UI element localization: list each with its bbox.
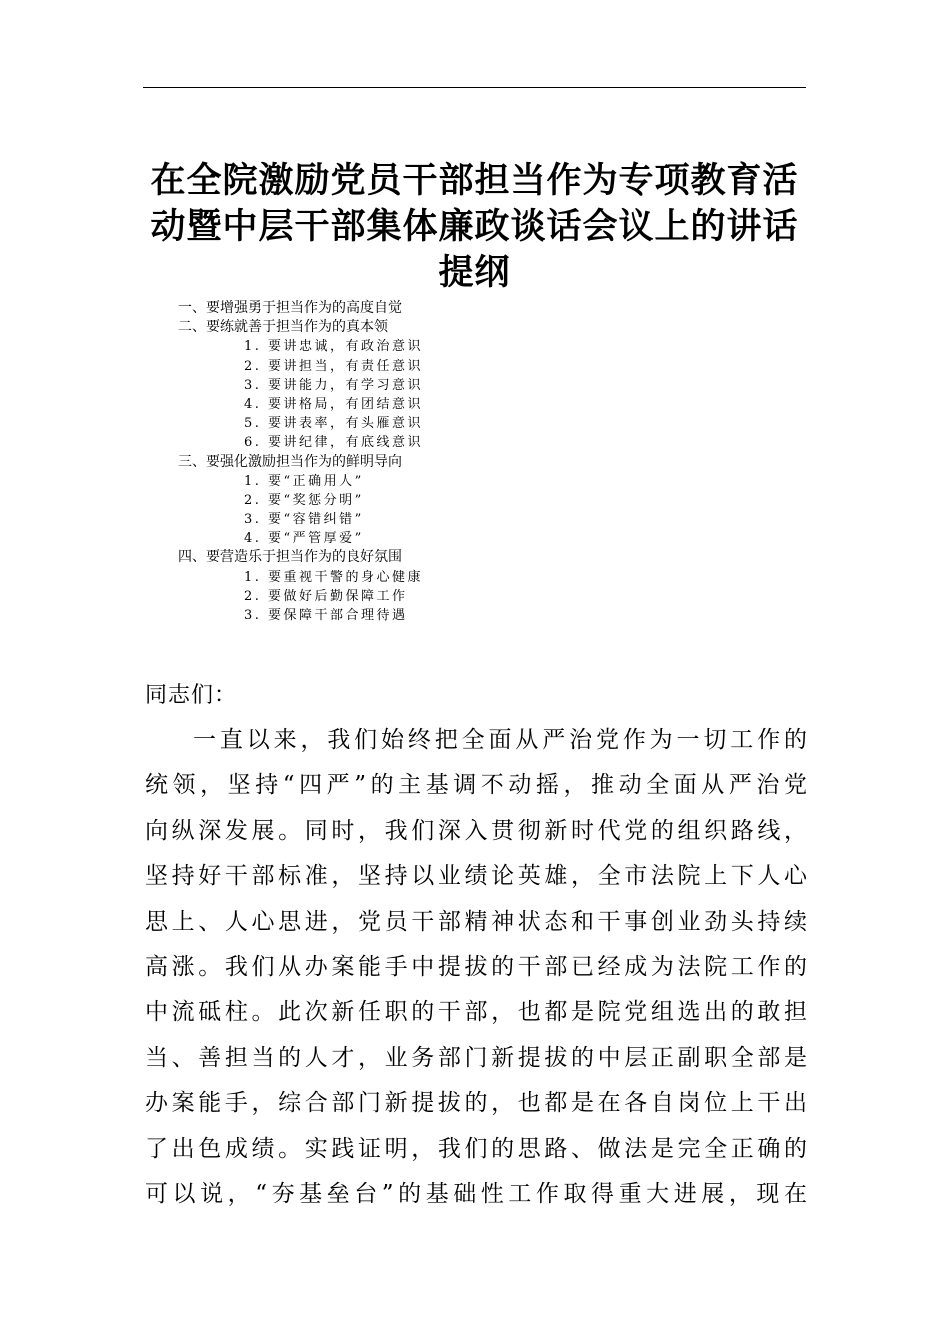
outline-item: 1. 要“正确用人” xyxy=(244,473,364,489)
body-paragraph xyxy=(145,718,807,1217)
outline-section: 一、要增强勇于担当作为的高度自觉 xyxy=(178,300,402,316)
outline-list xyxy=(0,299,950,625)
title-line: 提纲 xyxy=(438,253,511,293)
outline-item: 4. 要讲格局，有团结意识 xyxy=(244,396,424,412)
outline-item: 1. 要重视干警的身心健康 xyxy=(244,569,424,585)
body-line: 了出色成绩。实践证明，我们的思路、做法是完全正确的 xyxy=(145,1135,807,1162)
title-line: 在全院激励党员干部担当作为专项教育活 xyxy=(150,161,799,201)
outline-section: 三、要强化激励担当作为的鲜明导向 xyxy=(178,453,402,470)
outline-item: 2. 要做好后勤保障工作 xyxy=(244,588,408,604)
body-line: 坚持好干部标准，坚持以业绩论英雄，全市法院上下人心 xyxy=(145,863,807,890)
outline-section: 二、要练就善于担当作为的真本领 xyxy=(178,319,388,336)
title-line: 动暨中层干部集体廉政谈话会议上的讲话 xyxy=(150,207,799,247)
body-line: 一直以来，我们始终把全面从严治党作为一切工作的 xyxy=(193,727,807,753)
document-title xyxy=(143,158,806,296)
body-line: 高涨。我们从办案能手中提拔的干部已经成为法院工作的 xyxy=(145,953,807,980)
body-line: 向纵深发展。同时，我们深入贯彻新时代党的组织路线， xyxy=(145,817,807,844)
outline-section: 四、要营造乐于担当作为的良好氛围 xyxy=(178,549,402,566)
body-line: 思上、人心思进，党员干部精神状态和干事创业劲头持续 xyxy=(145,908,807,935)
outline-item: 3. 要讲能力，有学习意识 xyxy=(244,377,424,393)
outline-item: 2. 要讲担当，有责任意识 xyxy=(244,358,424,374)
body-line: 可以说，“夯基垒台”的基础性工作取得重大进展，现在 xyxy=(145,1180,807,1207)
outline-item: 4. 要“严管厚爱” xyxy=(244,531,364,547)
outline-item: 3. 要保障干部合理待遇 xyxy=(244,608,408,623)
header-rule xyxy=(143,87,806,88)
salutation: 同志们： xyxy=(145,683,238,708)
outline-item: 6. 要讲纪律，有底线意识 xyxy=(244,435,424,451)
outline-item: 1. 要讲忠诚，有政治意识 xyxy=(244,339,424,355)
body-line: 中流砥柱。此次新任职的干部，也都是院党组选出的敢担 xyxy=(145,999,807,1026)
outline-item: 3. 要“容错纠错” xyxy=(244,512,364,528)
outline-item: 2. 要“奖惩分明” xyxy=(244,492,364,508)
outline-item: 5. 要讲表率，有头雁意识 xyxy=(244,416,424,432)
body-line: 办案能手，综合部门新提拔的，也都是在各自岗位上干出 xyxy=(145,1090,807,1117)
body-line: 当、善担当的人才，业务部门新提拔的中层正副职全部是 xyxy=(145,1044,807,1071)
body-line: 统领，坚持“四严”的主基调不动摇，推动全面从严治党 xyxy=(145,772,807,799)
